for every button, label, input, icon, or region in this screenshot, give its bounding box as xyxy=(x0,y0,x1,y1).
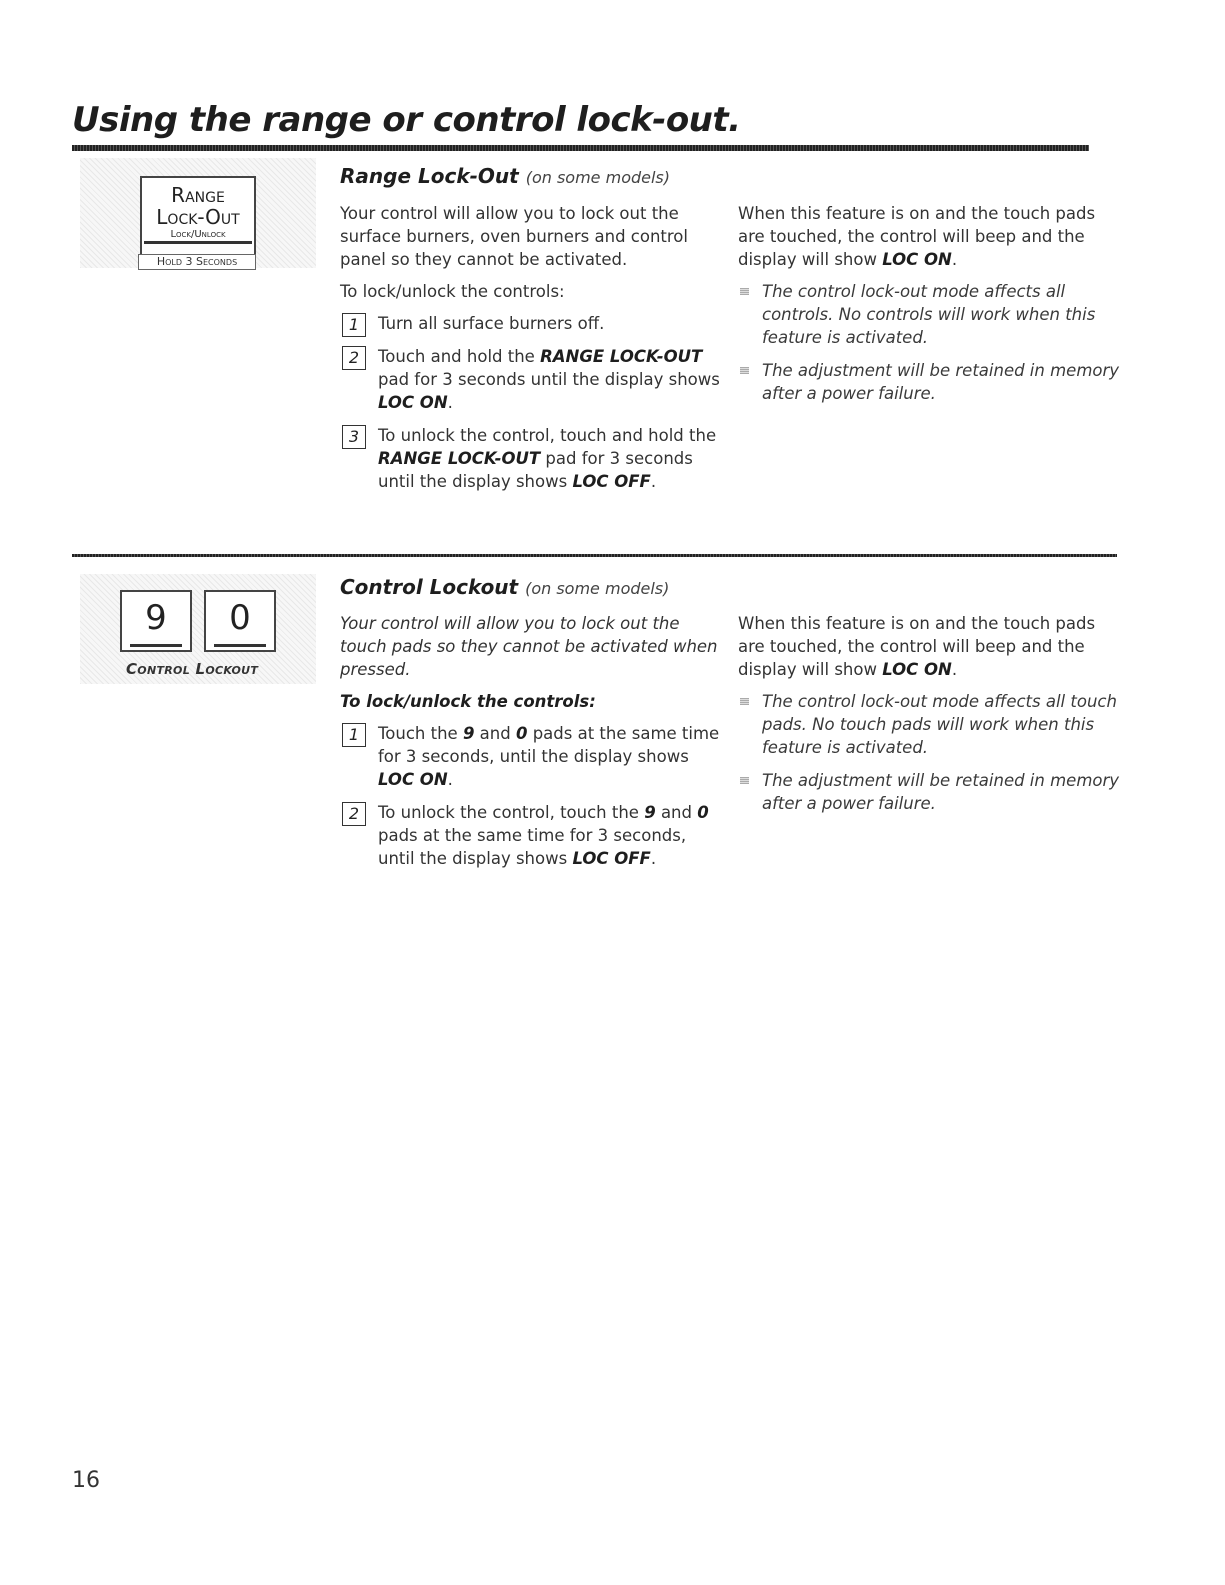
step-text: Touch and hold the xyxy=(378,347,541,366)
step-text: pad for 3 seconds until the display shows xyxy=(378,370,720,389)
step-text: . xyxy=(447,770,453,789)
range-lockout-display-note xyxy=(738,202,1123,271)
pad-label-lock-unlock: Lock/Unlock xyxy=(144,228,252,244)
key-9-pad: 9 xyxy=(120,590,192,652)
range-lockout-steps xyxy=(340,312,720,493)
step-emphasis: RANGE LOCK-OUT xyxy=(540,347,703,366)
section-divider xyxy=(72,554,1117,557)
step-item xyxy=(340,801,720,870)
step-emphasis: LOC OFF xyxy=(572,472,651,491)
control-lockout-right-column xyxy=(738,612,1123,825)
step-emphasis: 0 xyxy=(697,803,709,822)
step-number-box: 3 xyxy=(342,425,366,449)
control-lockout-steps-heading: To lock/unlock the controls: xyxy=(340,692,596,711)
step-text: . xyxy=(447,393,453,412)
range-lockout-title: Range Lock-Out xyxy=(340,164,519,188)
range-lockout-left-column xyxy=(340,202,720,503)
control-lockout-caption: Control Lockout xyxy=(126,660,259,678)
note-text: When this feature is on and the touch pads are touched, the control will beep and the display will show xyxy=(738,204,1096,269)
step-emphasis: LOC ON xyxy=(378,770,448,789)
control-lockout-illustration xyxy=(80,574,316,684)
pad-label-range: Range xyxy=(171,183,225,207)
range-lockout-subtitle: (on some models) xyxy=(525,168,670,187)
step-emphasis: RANGE LOCK-OUT xyxy=(378,449,541,468)
control-lockout-bullets xyxy=(738,690,1123,815)
range-lockout-steps-heading: To lock/unlock the controls: xyxy=(340,282,565,301)
control-lockout-display-note xyxy=(738,612,1123,681)
step-text: . xyxy=(650,472,657,491)
step-text: To unlock the control, touch and hold the xyxy=(378,426,717,445)
bullet-item: The adjustment will be retained in memory after a power failure. xyxy=(738,769,1123,815)
step-item xyxy=(340,722,720,791)
step-text: and xyxy=(655,803,698,822)
range-lockout-illustration xyxy=(80,158,316,268)
step-emphasis: 9 xyxy=(644,803,656,822)
step-emphasis: LOC OFF xyxy=(572,849,651,868)
key-0-pad: 0 xyxy=(204,590,276,652)
step-emphasis: LOC ON xyxy=(378,393,448,412)
page-number: 16 xyxy=(72,1468,100,1493)
pad-label-hold: Hold 3 Seconds xyxy=(138,254,256,270)
step-text: To unlock the control, touch the xyxy=(378,803,645,822)
bullet-item: The control lock-out mode affects all touch pads. No touch pads will work when this feature is activated. xyxy=(738,690,1123,759)
step-number-box: 1 xyxy=(342,723,366,747)
step-number-box: 2 xyxy=(342,802,366,826)
step-number-box: 1 xyxy=(342,313,366,337)
control-lockout-left-column xyxy=(340,612,720,880)
note-text: When this feature is on and the touch pads are touched, the control will beep and the display will show xyxy=(738,614,1096,679)
note-text: . xyxy=(951,660,958,679)
step-number-box: 2 xyxy=(342,346,366,370)
control-lockout-subtitle: (on some models) xyxy=(525,579,670,598)
control-lockout-steps xyxy=(340,722,720,870)
step-text: and xyxy=(474,724,516,743)
step-text: Touch the xyxy=(378,724,463,743)
range-lockout-intro: Your control will allow you to lock out the surface burners, oven burners and control panel so they cannot be activated. xyxy=(340,204,688,269)
step-item xyxy=(340,424,720,493)
note-text: . xyxy=(951,250,958,269)
range-lockout-bullets xyxy=(738,280,1123,405)
step-text: . xyxy=(650,849,657,868)
note-emphasis: LOC ON xyxy=(882,250,952,269)
control-lockout-heading xyxy=(340,575,669,599)
bullet-item: The control lock-out mode affects all controls. No controls will work when this feature is activated. xyxy=(738,280,1123,349)
control-lockout-intro: Your control will allow you to lock out the touch pads so they cannot be activated when pressed. xyxy=(340,614,718,679)
step-item xyxy=(340,345,720,414)
range-lockout-pad xyxy=(140,176,256,256)
step-item xyxy=(340,312,720,335)
step-emphasis: 0 xyxy=(515,724,528,743)
page-title: Using the range or control lock-out. xyxy=(72,100,741,140)
step-text: pad for 3 seconds until the display shows xyxy=(378,449,693,491)
note-emphasis: LOC ON xyxy=(882,660,952,679)
step-text: Turn all surface burners off. xyxy=(378,314,605,333)
step-emphasis: 9 xyxy=(462,724,475,743)
bullet-item: The adjustment will be retained in memory after a power failure. xyxy=(738,359,1123,405)
pad-label-lockout: Lock-Out xyxy=(156,205,240,229)
range-lockout-heading xyxy=(340,164,670,188)
step-text: pads at the same time for 3 seconds, until the display shows xyxy=(378,724,720,766)
range-lockout-right-column xyxy=(738,202,1123,415)
step-text: pads at the same time for 3 seconds, until the display shows xyxy=(378,826,687,868)
title-rule xyxy=(72,145,1089,151)
control-lockout-title: Control Lockout xyxy=(340,575,519,599)
